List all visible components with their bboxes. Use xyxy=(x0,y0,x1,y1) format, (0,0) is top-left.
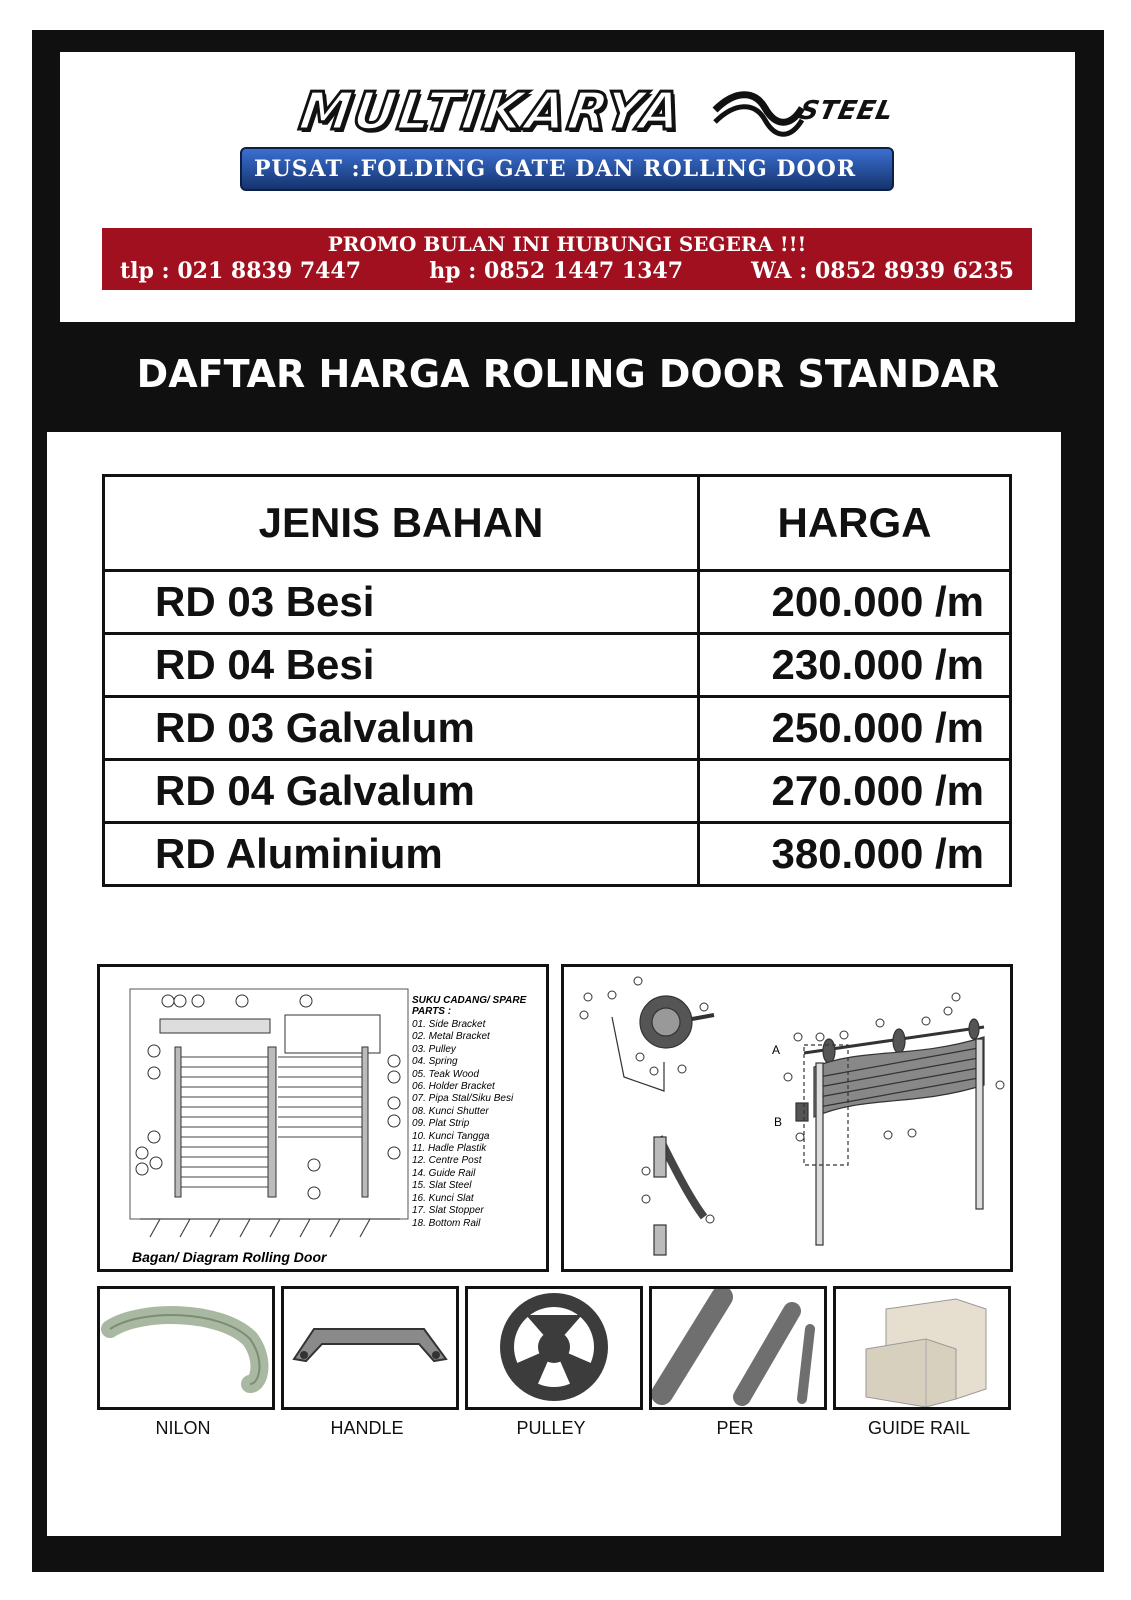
table-header-row xyxy=(104,476,1011,571)
material-name: RD 03 Galvalum xyxy=(104,697,699,760)
list-item: 07. Pipa Stal/Siku Besi xyxy=(412,1093,514,1105)
brand-suffix: STEEL xyxy=(796,96,897,126)
rolling-door-diagram xyxy=(97,964,549,1272)
list-item: 05. Teak Wood xyxy=(412,1068,479,1080)
label-b: B xyxy=(774,1115,783,1129)
pulley-icon xyxy=(468,1289,640,1407)
list-item: 10. Kunci Tangga xyxy=(412,1130,490,1142)
phone-tlp: tlp : 021 8839 7447 xyxy=(120,258,362,284)
part-label-handle: HANDLE xyxy=(330,1418,404,1438)
phone-wa: WA : 0852 8939 6235 xyxy=(751,258,1014,284)
list-item: 14. Guide Rail xyxy=(412,1167,476,1179)
wave-icon xyxy=(710,88,805,138)
material-price: 230.000 /m xyxy=(699,634,1011,697)
part-pulley-image xyxy=(465,1286,643,1410)
header-harga: HARGA xyxy=(699,476,1011,571)
material-price: 250.000 /m xyxy=(699,697,1011,760)
header-banner xyxy=(60,52,1075,322)
nylon-strip-icon xyxy=(100,1289,272,1407)
table-row xyxy=(104,823,1011,886)
list-item: 17. Slat Stopper xyxy=(412,1205,484,1217)
list-item: 01. Side Bracket xyxy=(412,1019,486,1030)
price-table xyxy=(102,474,1012,887)
content-panel xyxy=(47,432,1061,1536)
brand-name: MULTIKARYA xyxy=(295,82,687,142)
tagline-bar: PUSAT :FOLDING GATE DAN ROLLING DOOR xyxy=(240,147,894,191)
spare-parts-list xyxy=(412,1019,513,1230)
table-row xyxy=(104,760,1011,823)
phone-hp: hp : 0852 1447 1347 xyxy=(429,258,684,284)
material-price: 270.000 /m xyxy=(699,760,1011,823)
label-a: A xyxy=(772,1043,781,1057)
part-label-per: PER xyxy=(716,1418,754,1438)
table-row xyxy=(104,571,1011,634)
handle-icon xyxy=(284,1289,456,1407)
part-label-pulley: PULLEY xyxy=(516,1418,586,1438)
list-item: 11. Hadle Plastik xyxy=(412,1143,487,1155)
list-item: 06. Holder Bracket xyxy=(412,1081,495,1093)
material-name: RD 04 Besi xyxy=(104,634,699,697)
material-price: 380.000 /m xyxy=(699,823,1011,886)
material-name: RD 03 Besi xyxy=(104,571,699,634)
diagram-caption: Bagan/ Diagram Rolling Door xyxy=(132,1249,327,1265)
table-row xyxy=(104,697,1011,760)
part-handle-image xyxy=(281,1286,459,1410)
list-item: 04. Spring xyxy=(412,1056,458,1068)
material-name: RD Aluminium xyxy=(104,823,699,886)
list-item: 08. Kunci Shutter xyxy=(412,1105,489,1117)
promo-headline: PROMO BULAN INI HUBUNGI SEGERA !!! xyxy=(327,232,807,256)
header-jenis-bahan: JENIS BAHAN xyxy=(104,476,699,571)
list-item: 15. Slat Steel xyxy=(412,1180,472,1192)
promo-bar xyxy=(102,228,1032,290)
part-guide-rail-image xyxy=(833,1286,1011,1410)
list-item: 03. Pulley xyxy=(412,1043,456,1055)
part-label-guide-rail: GUIDE RAIL xyxy=(867,1418,971,1438)
part-per-image xyxy=(649,1286,827,1410)
promo-contacts xyxy=(102,257,1032,285)
spring-icon xyxy=(652,1289,824,1407)
exploded-view-diagram xyxy=(561,964,1013,1272)
page-title: DAFTAR HARGA ROLING DOOR STANDAR xyxy=(136,352,1000,396)
part-nilon-image xyxy=(97,1286,275,1410)
material-name: RD 04 Galvalum xyxy=(104,760,699,823)
table-row xyxy=(104,634,1011,697)
guide-rail-icon xyxy=(836,1289,1008,1407)
list-item: 16. Kunci Slat xyxy=(412,1192,474,1204)
spare-parts-title: SUKU CADANG/ SPARE PARTS : xyxy=(412,995,527,1017)
list-item: 18. Bottom Rail xyxy=(412,1217,481,1229)
list-item: 09. Plat Strip xyxy=(412,1118,470,1130)
exploded-drawing xyxy=(564,967,1010,1269)
part-label-nilon: NILON xyxy=(155,1418,211,1438)
brand-logo xyxy=(240,82,940,142)
list-item: 12. Centre Post xyxy=(412,1155,482,1167)
list-item: 02. Metal Bracket xyxy=(412,1031,490,1043)
material-price: 200.000 /m xyxy=(699,571,1011,634)
